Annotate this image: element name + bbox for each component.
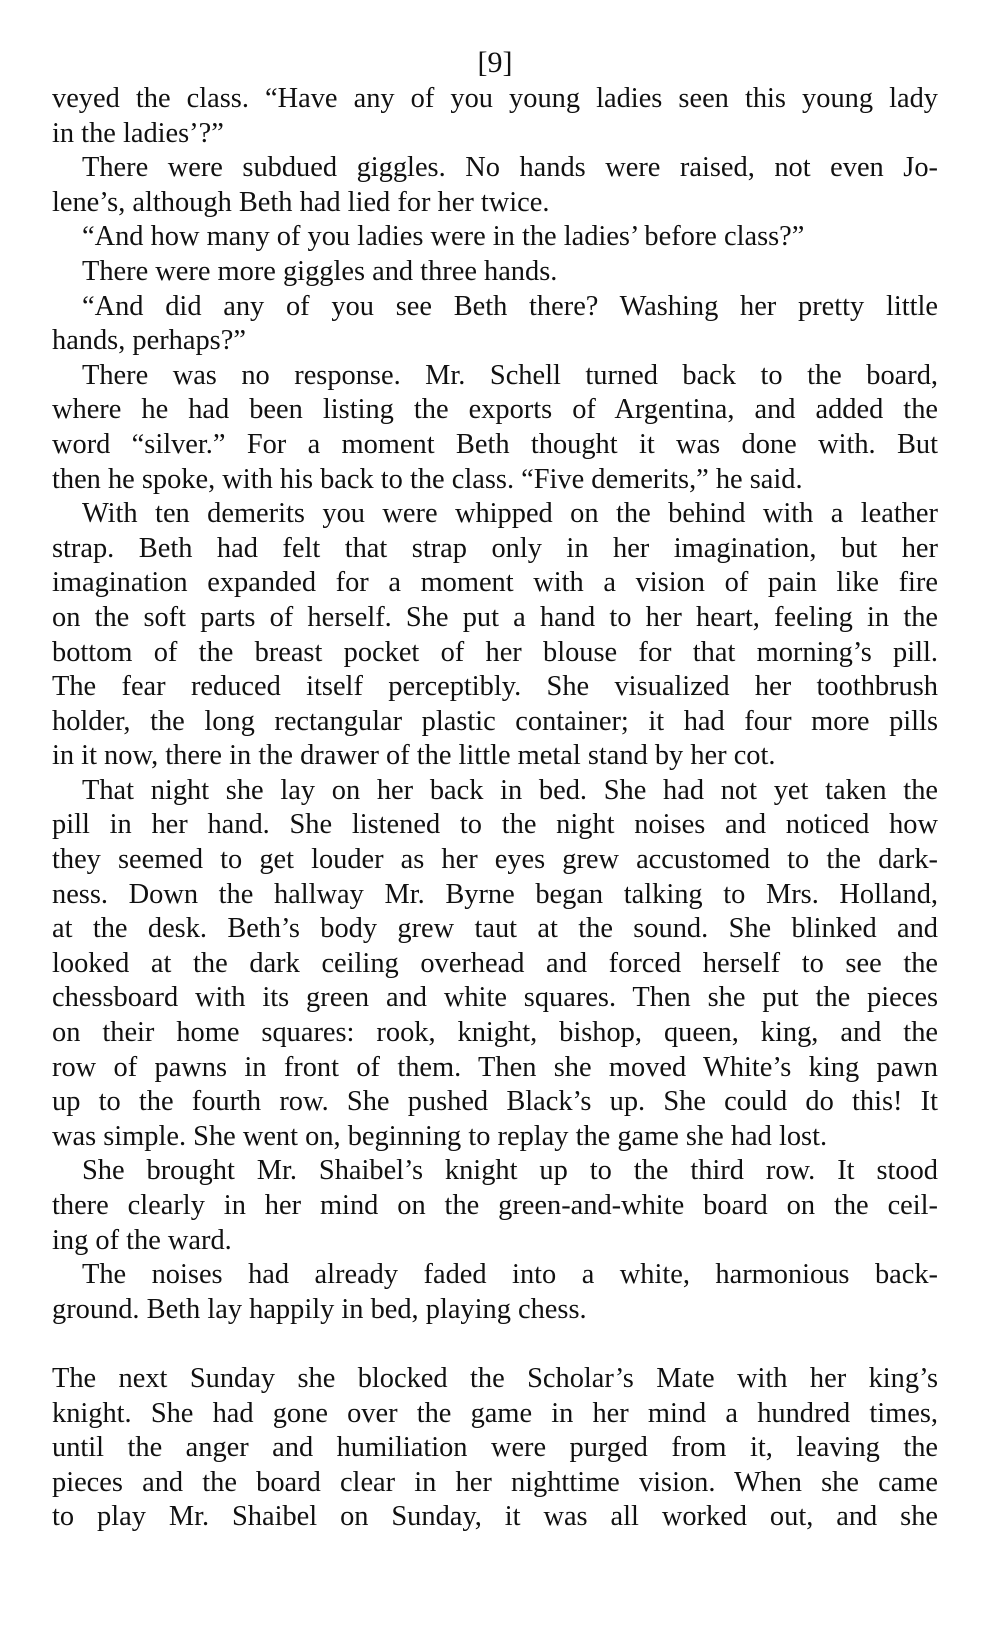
text-line: there clearly in her mind on the green-and-white board on the ceil- [52, 1190, 938, 1221]
text-line: She brought Mr. Shaibel’s knight up to the third row. It stood [82, 1155, 938, 1187]
text-line: ground. Beth lay happily in bed, playing chess. [52, 1293, 587, 1325]
text-line: at the desk. Beth’s body grew taut at the sound. She blinked and [52, 913, 938, 945]
section-two [52, 1362, 938, 1535]
text-line: in the ladies’?” [52, 117, 224, 149]
paragraph [52, 774, 938, 1155]
text-line: With ten demerits you were whipped on the behind with a leather [82, 498, 938, 530]
paragraph [52, 151, 938, 220]
text-line: row of pawns in front of them. Then she moved White’s king pawn [52, 1051, 938, 1083]
text-line: ness. Down the hallway Mr. Byrne began talking to Mrs. Holland, [52, 878, 938, 910]
text-line: holder, the long rectangular plastic container; it had four more pills [52, 705, 938, 737]
text-line: imagination expanded for a moment with a vision of pain like fire [52, 567, 938, 599]
paragraph [52, 255, 938, 290]
text-line: word “silver.” For a moment Beth thought it was done with. But [52, 428, 938, 460]
text-line: The noises had already faded into a white, harmonious back- [82, 1259, 938, 1291]
body-text [52, 82, 938, 1535]
paragraph [52, 1258, 938, 1327]
text-line: “And how many of you ladies were in the ladies’ before class?” [82, 221, 805, 253]
paragraph [52, 220, 938, 255]
paragraph [52, 1362, 938, 1535]
page-number: [9] [477, 46, 513, 79]
book-page [52, 46, 938, 1535]
text-line: lene’s, although Beth had lied for her twice. [52, 186, 550, 218]
text-line: “And did any of you see Beth there? Washing her pretty little [82, 290, 938, 322]
text-line: There were subdued giggles. No hands were raised, not even Jo- [82, 152, 938, 184]
text-line: looked at the dark ceiling overhead and forced herself to see the [52, 947, 938, 979]
text-line: veyed the class. “Have any of you young ladies seen this young lady [52, 83, 938, 114]
text-line: on the soft parts of herself. She put a hand to her heart, feeling in the [52, 601, 938, 633]
text-line: knight. She had gone over the game in her mind a hundred times, [52, 1397, 938, 1429]
paragraph [52, 497, 938, 774]
paragraph [52, 359, 938, 497]
paragraph [52, 82, 938, 151]
text-line: chessboard with its green and white squares. Then she put the pieces [52, 982, 938, 1014]
text-line: That night she lay on her back in bed. She had not yet taken the [82, 774, 938, 806]
text-line: to play Mr. Shaibel on Sunday, it was all worked out, and she [52, 1501, 938, 1533]
text-line: in it now, there in the drawer of the little metal stand by her cot. [52, 740, 776, 772]
text-line: The next Sunday she blocked the Scholar’s Mate with her king’s [52, 1362, 938, 1394]
section-break [52, 1327, 938, 1362]
text-line: was simple. She went on, beginning to replay the game she had lost. [52, 1120, 828, 1152]
text-line: pill in her hand. She listened to the night noises and noticed how [52, 809, 938, 841]
text-line: they seemed to get louder as her eyes grew accustomed to the dark- [52, 844, 938, 876]
text-line: bottom of the breast pocket of her blouse for that morning’s pill. [52, 636, 938, 668]
text-line: then he spoke, with his back to the class. “Five demerits,” he said. [52, 463, 803, 495]
text-line: pieces and the board clear in her nighttime vision. When she came [52, 1466, 938, 1498]
text-line: strap. Beth had felt that strap only in her imagination, but her [52, 532, 938, 564]
paragraph [52, 290, 938, 359]
paragraph [52, 1154, 938, 1258]
text-line: There was no response. Mr. Schell turned back to the board, [82, 359, 938, 391]
text-line: hands, perhaps?” [52, 325, 246, 357]
section-one [52, 82, 938, 1327]
text-line: ing of the ward. [52, 1224, 232, 1256]
text-line: where he had been listing the exports of Argentina, and added the [52, 394, 938, 426]
text-line: until the anger and humiliation were purged from it, leaving the [52, 1432, 938, 1464]
text-line: The fear reduced itself perceptibly. She visualized her toothbrush [52, 671, 938, 703]
text-line: up to the fourth row. She pushed Black’s up. She could do this! It [52, 1086, 938, 1118]
text-line: on their home squares: rook, knight, bishop, queen, king, and the [52, 1017, 938, 1049]
text-line: There were more giggles and three hands. [82, 255, 558, 287]
